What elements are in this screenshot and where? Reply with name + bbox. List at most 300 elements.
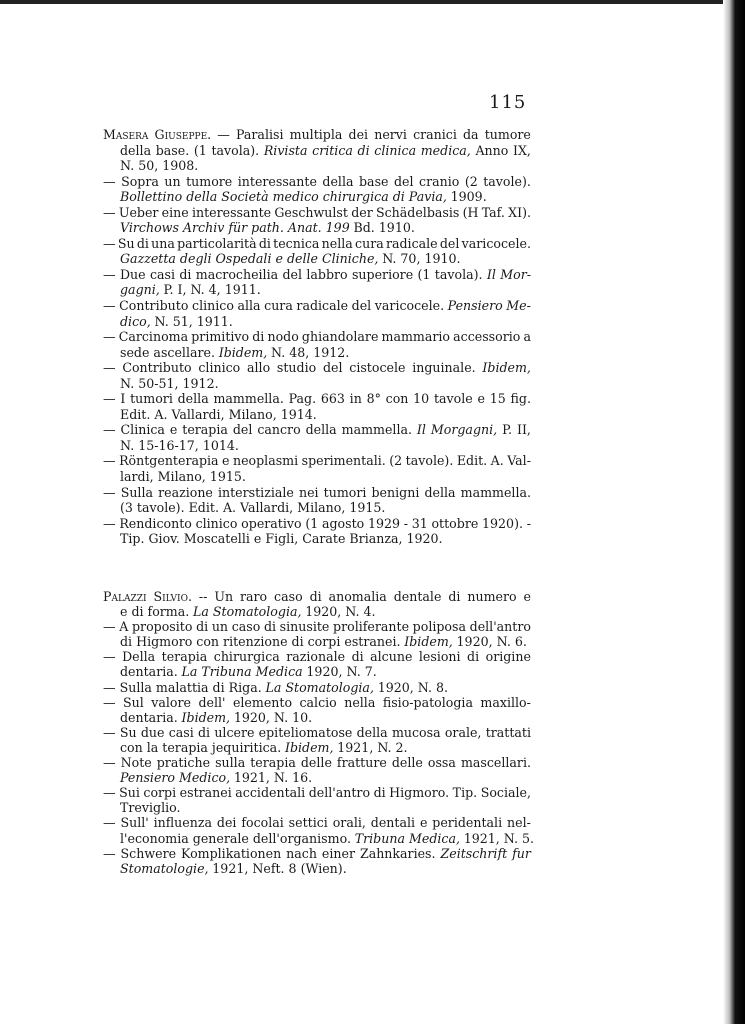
word: Carcinoma <box>118 329 189 345</box>
word: di <box>373 785 386 801</box>
word: Pag. <box>288 391 317 407</box>
bibliography-entry <box>103 695 531 725</box>
word: corpi <box>143 785 177 801</box>
bibliography-entry <box>103 298 531 329</box>
word: tavole). <box>483 173 531 189</box>
bibliography-entry <box>103 680 531 695</box>
word: anomalia <box>328 589 387 604</box>
entry-text: 1909. <box>450 189 487 205</box>
word: cistocele <box>349 360 406 376</box>
word: orali, <box>332 815 366 831</box>
word: base. <box>155 142 190 158</box>
word: 1920). <box>482 515 523 531</box>
word: — <box>103 235 116 251</box>
entry-line <box>103 740 531 755</box>
word: ghiandolare <box>301 329 379 345</box>
word: caso <box>274 589 303 604</box>
scan-right-edge <box>723 0 745 1024</box>
word: studio <box>276 360 317 376</box>
word: calcio <box>299 694 337 710</box>
word: allo <box>247 360 271 376</box>
entry-line <box>103 531 531 547</box>
word: peridentali <box>432 815 503 831</box>
word: - <box>526 515 531 531</box>
bibliography-masera-giuseppe <box>103 127 531 547</box>
word: interessante <box>237 173 317 189</box>
word: Schwere <box>120 845 177 861</box>
entry-line <box>103 680 531 695</box>
bibliography-entry <box>103 649 531 679</box>
entry-text: Bd. 1910. <box>353 220 415 236</box>
word: tavole <box>433 391 473 407</box>
word: Zahnkaries. <box>359 845 436 861</box>
entry-line <box>103 695 531 710</box>
word: tumore <box>186 173 233 189</box>
bibliography-entry <box>103 815 535 846</box>
word: Edit. <box>456 453 488 469</box>
entry-text: Treviglio. <box>120 800 181 816</box>
bibliography-entry <box>103 422 531 453</box>
entry-line <box>103 664 531 679</box>
entry-line <box>103 861 531 876</box>
word: ossa <box>427 755 456 771</box>
word: Contributo <box>122 360 192 376</box>
word: Contributo <box>119 298 189 314</box>
bibliography-entry <box>103 329 531 360</box>
word: Anno <box>475 142 509 158</box>
word: dei <box>348 127 369 142</box>
word: — <box>103 422 116 438</box>
word: Schädelbasis <box>375 204 460 220</box>
word: radicale <box>296 298 349 314</box>
bibliography-entry <box>103 516 531 547</box>
word: macrocheilia <box>195 266 279 282</box>
entry-line <box>103 236 531 252</box>
word: mammario <box>381 329 451 345</box>
word: (1 <box>417 266 431 282</box>
word: — <box>103 329 116 345</box>
entry-line <box>103 785 531 800</box>
word: dell' <box>198 694 226 710</box>
entry-line <box>103 422 531 438</box>
word: e <box>477 391 485 407</box>
word: una <box>151 235 175 251</box>
word: Röntgenterapia <box>119 453 219 469</box>
word: della <box>120 142 152 158</box>
entry-line <box>103 267 531 283</box>
entry-line <box>103 407 531 423</box>
word: — <box>103 845 116 861</box>
bibliography-entry <box>103 619 531 649</box>
word: proposito <box>131 619 193 635</box>
word: orale, <box>444 724 482 740</box>
bibliography-entry <box>103 360 531 391</box>
bibliography-entry <box>103 725 531 755</box>
word: II, <box>516 422 531 438</box>
word: focolai <box>241 815 284 831</box>
word: due <box>140 724 165 740</box>
word: di <box>309 589 322 604</box>
word: un <box>164 173 181 189</box>
word: lesioni <box>418 649 461 665</box>
word: tumori <box>130 391 173 407</box>
word: - <box>403 515 408 531</box>
citation-source: Tribuna Medica, <box>354 830 460 846</box>
word: Sull' <box>120 815 149 831</box>
word: proliferante <box>333 619 410 635</box>
word: clinico <box>192 298 234 314</box>
entry-text: 1920, N. 6. <box>456 634 527 650</box>
citation-source: La Tribuna Medica <box>181 664 303 680</box>
bibliography-entry <box>103 785 531 815</box>
word: Zeitschrift <box>440 845 508 861</box>
word: — <box>103 694 116 710</box>
word: P. <box>502 422 513 438</box>
entry-line <box>103 251 531 267</box>
citation-source: Ibidem, <box>218 344 268 360</box>
word: della <box>424 484 456 500</box>
citation-source: La Stomatologia, <box>193 604 302 620</box>
word: — <box>103 391 116 407</box>
word: base <box>359 173 389 189</box>
entry-text: di Higmoro con ritenzione di corpi estranei. <box>120 634 401 650</box>
entry-line <box>103 815 531 830</box>
word: ottobre <box>431 515 479 531</box>
word: casi <box>149 266 176 282</box>
bibliography-entry <box>103 589 531 619</box>
word: casi <box>168 724 194 740</box>
word: operativo <box>241 515 302 531</box>
word: con <box>385 391 409 407</box>
word: elemento <box>232 694 293 710</box>
citation-source: Stomatologie, <box>120 860 209 876</box>
entry-line <box>103 329 531 345</box>
word: Il <box>416 422 426 438</box>
entry-line <box>103 770 531 785</box>
citation-source: Virchows Archiv für path. Anat. 199 <box>120 220 350 236</box>
word: valore <box>151 694 191 710</box>
word: alla <box>237 298 261 314</box>
entry-text: e di forma. <box>120 604 190 620</box>
word: Tip. <box>452 785 478 801</box>
entry-text: N. 15-16-17, 1014. <box>120 437 239 453</box>
word: estranei <box>179 785 232 801</box>
word: Sulla <box>120 484 153 500</box>
word: tumore <box>484 127 531 142</box>
entry-line <box>103 634 531 649</box>
entry-text: 1920, N. 7. <box>306 664 377 680</box>
word: Masera <box>103 127 149 142</box>
word: Della <box>122 649 156 665</box>
word: razionale <box>286 649 346 665</box>
entry-line <box>103 589 531 604</box>
word: mammella. <box>460 484 531 500</box>
word: — <box>103 453 116 469</box>
entry-line <box>103 220 531 236</box>
word: terapia <box>250 755 296 771</box>
word: alcune <box>370 649 413 665</box>
word: delle <box>300 755 332 771</box>
word: (1 <box>193 142 207 158</box>
word: — <box>103 484 116 500</box>
word: — <box>103 204 116 220</box>
word: fig. <box>510 391 531 407</box>
entry-line <box>103 189 531 205</box>
word: — <box>103 815 116 831</box>
entry-text: lardi, Milano, 1915. <box>120 469 246 485</box>
word: radicale <box>385 235 438 251</box>
bibliography-entry <box>103 127 531 174</box>
word: Un <box>214 589 234 604</box>
bibliography-entry <box>103 391 531 422</box>
word: A <box>119 619 129 635</box>
entry-line <box>103 469 531 485</box>
bibliography-entry <box>103 485 531 516</box>
entry-text: Tip. Giov. Moscatelli e Figli, Carate Brianza, 1920. <box>120 531 443 547</box>
word: maxillo- <box>480 694 531 710</box>
entry-text: Edit. A. Vallardi, Milano, 1914. <box>120 406 317 422</box>
word: agosto <box>321 515 365 531</box>
word: del <box>393 173 414 189</box>
entry-text: 1920, N. 10. <box>233 709 313 725</box>
citation-source: Gazzetta degli Ospedali e delle Cliniche, <box>120 251 379 267</box>
word: eine <box>161 204 189 220</box>
word: 663 <box>320 391 345 407</box>
word: neoplasmi <box>232 453 299 469</box>
word: del <box>351 298 372 314</box>
entry-text: N. 50-51, 1912. <box>120 375 219 391</box>
word: cura <box>264 298 293 314</box>
word: der <box>351 204 373 220</box>
word: Rendiconto <box>119 515 192 531</box>
word: interstiziale <box>217 484 294 500</box>
entry-line <box>103 453 531 469</box>
word: dentale <box>393 589 442 604</box>
entry-text: dentaria. <box>120 709 178 725</box>
word: Paralisi <box>236 127 284 142</box>
bibliography-entry <box>103 205 531 236</box>
entry-text: sede ascellare. <box>120 344 215 360</box>
entry-line <box>103 205 531 221</box>
word: primitivo <box>191 329 250 345</box>
word: reazione <box>158 484 213 500</box>
entry-line <box>103 376 531 392</box>
word: epiteliomatose <box>258 724 353 740</box>
bibliography-entry <box>103 755 531 785</box>
word: nella <box>344 694 376 710</box>
word: — <box>217 127 230 142</box>
entry-line <box>103 710 531 725</box>
word: Geschwulst <box>274 204 348 220</box>
word: Palazzi <box>103 589 147 604</box>
word: dei <box>216 815 237 831</box>
word: Silvio. <box>153 589 192 604</box>
entry-text: 1921, N. 2. <box>337 739 408 755</box>
word: terapia <box>182 422 228 438</box>
entry-line <box>103 830 535 846</box>
entry-text: 1920, N. 4. <box>305 604 376 620</box>
word: chirurgica <box>213 649 280 665</box>
bibliography-entry <box>103 236 531 267</box>
word: Val- <box>507 453 531 469</box>
entry-line <box>103 360 531 376</box>
word: — <box>103 173 116 189</box>
word: dell'antro <box>469 619 531 635</box>
word: Rivista <box>263 142 308 158</box>
entry-line <box>103 282 531 298</box>
entry-text: 1921, Neft. 8 (Wien). <box>212 860 347 876</box>
word: un <box>211 619 229 635</box>
word: a <box>523 329 531 345</box>
word: in <box>349 391 362 407</box>
word: 10 <box>413 391 430 407</box>
word: di <box>263 619 277 635</box>
word: origine <box>485 649 531 665</box>
word: — <box>103 755 116 771</box>
word: superiore <box>351 266 414 282</box>
word: della <box>305 422 337 438</box>
word: tavole). <box>405 453 454 469</box>
word: di <box>179 266 192 282</box>
word: 8° <box>366 391 381 407</box>
word: — <box>103 724 116 740</box>
word: del <box>282 266 303 282</box>
word: Me- <box>506 298 531 314</box>
word: fisio-patologia <box>382 694 473 710</box>
word: clinica <box>374 142 417 158</box>
entry-line <box>103 438 531 454</box>
word: sinusite <box>279 619 330 635</box>
word: Taf. <box>481 204 505 220</box>
entry-line <box>103 846 531 861</box>
word: settici <box>288 815 328 831</box>
word: — <box>103 266 116 282</box>
word: ulcere <box>214 724 255 740</box>
word: Giuseppe. <box>154 127 212 142</box>
word: nervi <box>374 127 407 142</box>
citation-source: gagni, <box>120 282 160 298</box>
entry-text: 1921, N. 5. <box>463 830 535 846</box>
word: -- <box>198 589 208 604</box>
word: mammella. <box>341 422 412 438</box>
word: nei <box>298 484 319 500</box>
citation-source: Ibidem, <box>181 709 231 725</box>
entry-text: 1920, N. 8. <box>377 679 449 695</box>
word: cura <box>355 235 384 251</box>
word: Mor- <box>500 266 531 282</box>
word: nodo <box>267 329 299 345</box>
word: 31 <box>411 515 428 531</box>
word: del <box>232 422 253 438</box>
word: fratture <box>336 755 387 771</box>
word: di <box>258 235 271 251</box>
word: della <box>322 173 354 189</box>
word: Sui <box>119 785 140 801</box>
entry-line <box>103 649 531 664</box>
entry-text: 1921, N. 16. <box>233 770 313 786</box>
word: inguinale. <box>412 360 476 376</box>
scan-top-edge <box>0 0 745 4</box>
entry-line <box>103 604 531 619</box>
word: di <box>357 142 370 158</box>
word: mammella. <box>213 391 284 407</box>
word: di <box>252 329 265 345</box>
entry-line <box>103 391 531 407</box>
entry-line <box>103 725 531 740</box>
word: XI). <box>508 204 531 220</box>
word: tumori <box>323 484 367 500</box>
word: I <box>120 391 126 407</box>
word: A. <box>490 453 504 469</box>
word: nel- <box>507 815 531 831</box>
word: Su <box>119 724 137 740</box>
word: medica, <box>420 142 471 158</box>
word: — <box>103 649 116 665</box>
word: tavola). <box>434 266 483 282</box>
word: mucosa <box>391 724 441 740</box>
word: — <box>103 619 116 635</box>
bibliography-palazzi-silvio <box>103 589 535 876</box>
entry-line <box>103 158 531 174</box>
entry-line <box>103 298 531 314</box>
entry-text: P. I, N. 4, 1911. <box>163 282 261 298</box>
word: (H <box>462 204 479 220</box>
entry-line <box>103 755 531 770</box>
word: di <box>136 235 149 251</box>
word: varicocele. <box>374 298 445 314</box>
word: (2 <box>464 173 478 189</box>
page-number: 115 <box>489 92 527 113</box>
word: Note <box>120 755 152 771</box>
word: (1 <box>305 515 319 531</box>
entry-line <box>103 127 531 143</box>
word: Higmoro. <box>389 785 450 801</box>
word: critica <box>312 142 353 158</box>
word: pratiche <box>156 755 211 771</box>
word: delle <box>391 755 423 771</box>
word: — <box>103 298 116 314</box>
word: particolarità <box>177 235 257 251</box>
word: Ueber <box>118 204 159 220</box>
word: clinico <box>195 515 238 531</box>
word: sperimentali. <box>301 453 386 469</box>
entry-text: — Sulla malattia di Riga. <box>103 679 262 695</box>
word: cancro <box>257 422 301 438</box>
entry-line <box>103 619 531 634</box>
word: dell'antro <box>308 785 371 801</box>
word: dentali <box>370 815 416 831</box>
word: e <box>419 815 428 831</box>
word: nella <box>321 235 353 251</box>
word: trattati <box>485 724 531 740</box>
word: tavola). <box>211 142 260 158</box>
citation-source: Bollettino della Società medico chirurgica di Pavia, <box>120 189 447 205</box>
word: di <box>351 649 364 665</box>
bibliography-entry <box>103 267 531 298</box>
word: influenza <box>153 815 212 831</box>
word: del <box>439 235 460 251</box>
word: — <box>103 785 116 801</box>
word: benigni <box>371 484 420 500</box>
word: terapia <box>161 649 208 665</box>
word: clinico <box>198 360 241 376</box>
citation-source: Ibidem, <box>404 634 453 650</box>
word: poliposa <box>412 619 466 635</box>
word: 1929 <box>367 515 401 531</box>
bibliography-entry <box>103 453 531 484</box>
word: labbro <box>306 266 348 282</box>
entry-line <box>103 500 531 516</box>
